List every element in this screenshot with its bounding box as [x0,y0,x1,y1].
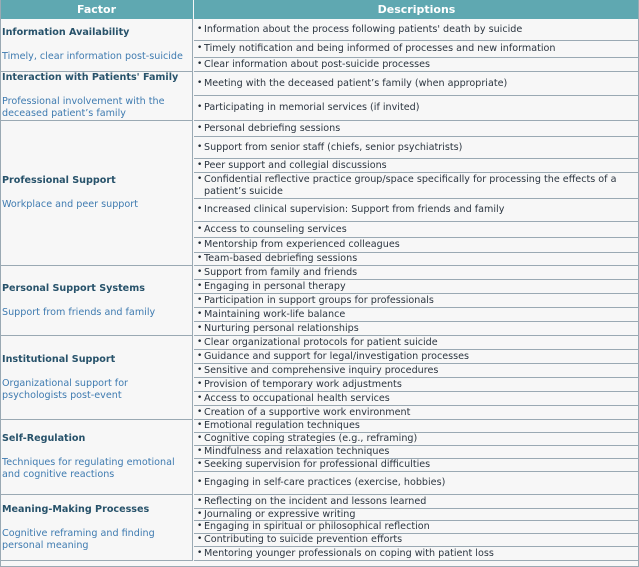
description-row [194,308,638,322]
description-text: Creation of a supportive work environment [204,406,411,418]
factor-cell [0,72,193,121]
description-text: Timely notification and being informed of processes and new information [204,43,556,55]
description-row [194,159,638,173]
description-text: Clear information about post-suicide processes [204,58,430,70]
bullet-icon: • [197,223,203,234]
description-text: Increased clinical supervision: Support from friends and family [204,204,505,216]
description-row [194,41,638,58]
description-row [194,266,638,280]
description-row [194,238,638,253]
description-text: Confidential reflective practice group/space specifically for processing the effects of a patient’s suicide [204,174,617,197]
description-row [194,137,638,159]
factor-subtitle: Workplace and peer support [2,199,138,210]
description-text: Seeking supervision for professional difficulties [204,459,431,471]
description-row [194,406,638,420]
factor-subtitle: Professional involvement with the deceased patient’s family [2,96,165,119]
description-text: Cognitive coping strategies (e.g., reframing) [204,433,418,445]
description-row [194,495,638,509]
factor-title: Self-Regulation [2,433,86,444]
description-text: Engaging in self-care practices (exercise, hobbies) [204,477,446,489]
bullet-icon: • [197,159,203,170]
description-row [194,322,638,336]
bullet-icon: • [197,521,203,532]
column-header-factor: Factor [0,0,193,19]
description-text: Support from family and friends [204,266,358,278]
description-text: Participation in support groups for professionals [204,294,434,306]
factor-cell [0,19,193,72]
description-row [194,96,638,121]
bullet-icon: • [197,378,203,389]
factor-subtitle: Support from friends and family [2,306,156,318]
description-text: Personal debriefing sessions [204,122,341,134]
column-header-descriptions: Descriptions [194,0,639,19]
description-row [194,294,638,308]
factor-title: Personal Support Systems [2,282,145,294]
description-text: Journaling or expressive writing [204,508,356,520]
description-text: Contributing to suicide prevention efforts [204,534,403,546]
description-row [194,253,638,266]
description-row [194,336,638,350]
bullet-icon: • [197,280,203,291]
description-text: Peer support and collegial discussions [204,159,387,171]
description-text: Participating in memorial services (if invited) [204,102,420,114]
description-text: Maintaining work-life balance [204,308,346,320]
bullet-icon: • [197,253,203,264]
bullet-icon: • [197,204,203,215]
description-row [194,222,638,238]
description-text: Sensitive and comprehensive inquiry procedures [204,364,439,376]
description-text: Information about the process following patients' death by suicide [204,23,523,35]
bullet-icon: • [197,122,203,133]
bullet-icon: • [197,534,203,545]
factor-title: Institutional Support [2,353,116,365]
factor-cell [0,420,193,495]
description-text: Nurturing personal relationships [204,322,359,334]
description-text: Meeting with the deceased patient’s family (when appropriate) [204,77,508,89]
description-row [194,72,638,96]
description-row [194,534,638,547]
description-row [194,378,638,392]
description-row [194,173,638,199]
description-text: Clear organizational protocols for patient suicide [204,336,438,348]
bullet-icon: • [197,547,203,558]
bullet-icon: • [197,350,203,361]
bullet-icon: • [197,58,203,69]
description-row [194,547,638,561]
bullet-icon: • [197,77,203,88]
description-text: Mindfulness and relaxation techniques [204,446,390,458]
bullet-icon: • [197,294,203,305]
description-row [194,58,638,72]
factor-subtitle: Cognitive reframing and finding personal meaning [2,527,155,551]
bullet-icon: • [197,459,203,470]
description-row [194,446,638,459]
description-row [194,433,638,446]
factor-subtitle: Techniques for regulating emotional and cognitive reactions [2,457,175,480]
bullet-icon: • [197,239,203,250]
bullet-icon: • [197,43,203,54]
bullet-icon: • [197,406,203,417]
description-text: Engaging in personal therapy [204,280,346,292]
description-row [194,420,638,433]
factor-cell [0,336,193,420]
factor-cell [0,495,193,561]
description-text: Mentoring younger professionals on coping with patient loss [204,547,494,559]
bullet-icon: • [197,23,203,34]
description-row [194,121,638,137]
description-text: Emotional regulation techniques [204,420,360,432]
factor-cell [0,266,193,336]
bullet-icon: • [197,392,203,403]
bullet-icon: • [197,141,203,152]
bullet-icon: • [197,495,203,506]
description-row [194,459,638,472]
bullet-icon: • [197,174,203,184]
bullet-icon: • [197,308,203,319]
description-text: Reflecting on the incident and lessons learned [204,495,427,507]
description-text: Engaging in spiritual or philosophical reflection [204,521,430,533]
bullet-icon: • [197,322,203,333]
factor-subtitle: Timely, clear information post-suicide [2,51,183,62]
description-row [194,521,638,534]
bullet-icon: • [197,102,203,113]
description-row [194,280,638,294]
bullet-icon: • [197,420,203,431]
bullet-icon: • [197,446,203,457]
description-text: Access to counseling services [204,223,347,235]
factor-subtitle: Organizational support for psychologists post-event [2,377,129,401]
description-row [194,472,638,495]
description-text: Mentorship from experienced colleagues [204,239,400,251]
description-row [194,199,638,222]
factor-cell [0,121,193,266]
bullet-icon: • [197,433,203,444]
description-text: Support from senior staff (chiefs, senior psychiatrists) [204,141,463,153]
description-row [194,509,638,521]
description-row [194,364,638,378]
description-row [194,19,638,41]
description-text: Guidance and support for legal/investigation processes [204,350,470,362]
factor-title: Meaning-Making Processes [2,503,150,515]
description-row [194,392,638,406]
factor-title: Interaction with Patients' Family [2,72,179,83]
factor-title: Information Availability [2,27,130,38]
bullet-icon: • [197,364,203,375]
bullet-icon: • [197,508,203,519]
bullet-icon: • [197,477,203,488]
description-row [194,350,638,364]
description-text: Provision of temporary work adjustments [204,378,402,390]
factor-title: Professional Support [2,175,116,186]
bullet-icon: • [197,266,203,277]
description-text: Team-based debriefing sessions [204,253,358,265]
description-text: Access to occupational health services [204,392,390,404]
bullet-icon: • [197,336,203,347]
